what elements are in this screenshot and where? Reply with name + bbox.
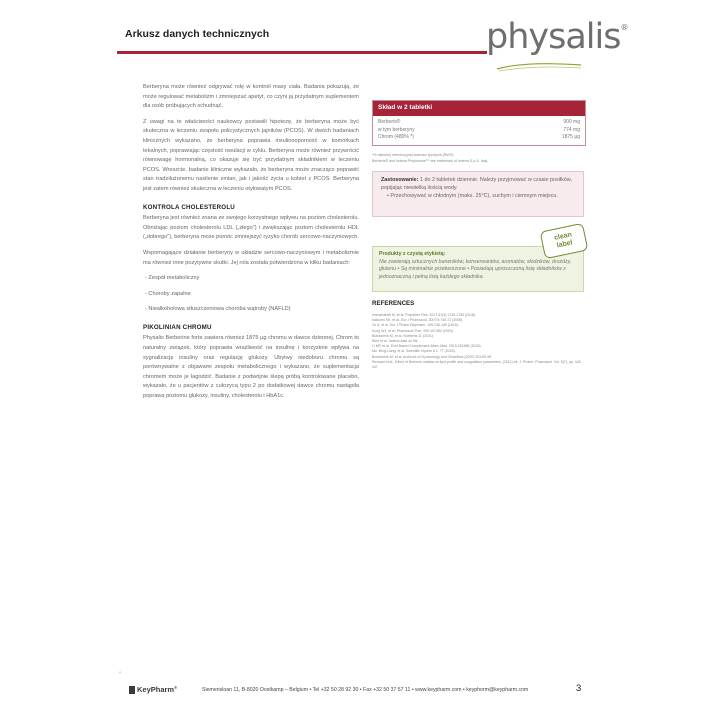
rws-note: *% dziennej referencyjnej wartości spożycia (RWS): [372, 153, 454, 157]
usage-label: Zastosowanie:: [381, 177, 419, 183]
trademark-note: Berberis® and Indena Phytosome™ are trademark of Indena S.p.A. Italy.: [372, 158, 489, 163]
reference-item: Bondarenk M, et al. Nutrients 11 (2021).: [372, 333, 434, 338]
reference-item: Imenshahidi M, et al. Phytother Res. 2017;31(3):1745-1756 (2018).: [372, 313, 477, 317]
table-row: [378, 119, 580, 127]
usage-description: 1 do 2 tabletek dziennie. Należy przyjmować w czasie posiłków, popijając niewielką ilością wody.: [381, 177, 572, 191]
composition-table: [373, 116, 585, 145]
storage-note: • Przechowywać w chłodnym (maks. 25°C), suchym i ciemnym miejscu.: [387, 193, 558, 199]
reference-item: Li MF, et al. Evid Based Complement Altern Med. 2015:251685 (2016).: [372, 344, 482, 349]
ingredient-value: 1875 µg: [561, 134, 580, 140]
reference-item: Bondarenk M, et al. Archives of Gynecology and Obstetrics (2020) 301:89-98: [372, 354, 492, 359]
table-row: [378, 134, 580, 142]
paragraph-chromium: Physalis Berberine forte zawiera również 1875 µg chromu w dawce dziennej. Chrom to naturalny związek, który poprawia wrażliwość na insulinę i korzystnie wpływa na sygnalizację insuliny oraz regulację glukozy. Ubytwy niedoboru chromu są porównywalne z objawami zespołu metabolicznego i wykazano, że suplementacja chromem może je łagodzić. Badanie z podwójnie ślepą próbą kontrolowane placebo, wykazało, że u pacjentów z cukrzycą typu 2 po dodatkowej dawce chromu nastąpiła poprawa poziomu glukozy, insuliny, cholesterolu i HbA1c.: [143, 335, 359, 400]
footer-contact: Siemensloan 11, B-8020 Oostkamp – Belgium • Tel +32 50 28 92 30 • Fax +32 50 37 57 11 • www.keypharm.com • keyphorm@keypharm.com: [202, 687, 529, 693]
ingredient-value: 774 mg: [563, 126, 580, 133]
references-list: [372, 313, 584, 370]
document-page: [117, 17, 628, 707]
reference-item: Kalkoen SK, et al. Eur J Pharmacol. 2007;5:740-72 (2008).: [372, 318, 464, 323]
clean-title: Produkty z czystą etykietą:: [379, 251, 446, 257]
paragraph-pcos: Z uwagi na te właściwości naukowcy postawili hipotezę, że berberyna może być skuteczna w leczeniu zespołu policystycznych jajników (PCOS). W dwóch badaniach klinicznych wykazano, że berberyna poprawia insulinooporność w komórkach tekalnych, poprawiając częstość owulacji w cyklu. Berberyna może również przywrócić równowagę hormonalną, co okazuje się być przydatnym składnikiem w leczeniu PCOS. Wreszcie, badanie kliniczne wykazało, że berberyna może znacząco poprawić stan tradziłużonemu nasilenie zmian, jak i jakość życia u kobiet z PCOS. Berberyna jest zatem również skuteczna w leczeniu otyłowatym PCOS.: [143, 118, 359, 192]
composition-box: [372, 100, 586, 146]
reference-item: Kong WJ, et al. Pharmacol Ther. 209:107484 (2020).: [372, 328, 454, 333]
list-item: - Zespół metaboliczny: [145, 275, 200, 282]
keypharm-logo: [129, 685, 177, 694]
reference-item: Mo, Bing-Liang, et al. Scientific reports 6.1: 77 (2016).: [372, 349, 456, 354]
references-title: REFERENCES: [372, 300, 415, 307]
paragraph-weight: Berberyna może również odgrywać rolę w kontroli masy ciała. Badania pokazują, że może regulować metabolizm i zmniejszać apetyt, co czyni ją przydatnym suplementem dla osób próbujących schudnąć.: [143, 84, 359, 110]
composition-title: Skład w 2 tabletki: [373, 101, 585, 116]
badge-line: label: [556, 239, 574, 250]
physalis-logo: [486, 17, 627, 57]
usage-box: [372, 171, 584, 217]
list-item: - Niealkoholowa stłuszczeniowa choroba wątroby (NAFLD): [145, 306, 291, 313]
keypharm-mark-icon: [129, 686, 135, 694]
ingredient-name: w tym berberyny: [378, 126, 415, 133]
heading-cholesterol: KONTROLA CHOLESTEROLU: [143, 203, 235, 211]
paragraph-cholesterol: Berberyna jest również znana ze swojego korzystnego wpływu na poziom cholesterolu. Obniżając poziom cholesterolu LDL („złego") i zwiększając poziom cholesterolu HDL („dobrego"), berberyna może pomóc zmniejszyć ryzyko chorób sercowo-naczyniowych.: [143, 215, 359, 241]
crop-mark: w: [119, 670, 122, 674]
conditions-list: [143, 274, 359, 315]
left-column: [143, 83, 359, 408]
reference-item: Rieu et al. Indena data on file.: [372, 339, 419, 344]
reference-item: Yu S, et al. Eur J Pharm Biopharm. 105:136-146 (2016).: [372, 323, 459, 328]
clean-text: Nie zawierają sztucznych barwników, konserwantów, aromatów, słodzików, drożdży, glutenu • Są minimalnie przetworzone • Posiadają uproszczoną listę składników z jednoznaczną i pełną listą każdego składnika.: [379, 258, 572, 280]
footer-brand-mark: ®: [174, 685, 178, 690]
ingredient-name: Berberis®: [378, 119, 401, 125]
ingredient-value: 900 mg: [563, 119, 580, 125]
table-row: [378, 127, 580, 135]
composition-notes: [372, 153, 584, 164]
badge-line: clean: [553, 231, 573, 242]
list-item: - Choroby zapalne: [145, 290, 191, 297]
footer-brand: KeyPharm: [137, 685, 175, 694]
logo-swoosh-icon: [495, 59, 583, 73]
logo-text: physalis: [486, 17, 621, 57]
reference-item: Rezzani et al., Effect of Berberis oratata on lipid profile and coagulation parameters. (2011) Int. J. Pharm. Pharmacol. Vol. 5(7), pp. 443-447: [372, 359, 582, 370]
paragraph-cardio: Wspomagające działanie berberyny w układzie sercowo-naczyniowym i metabolizmie ma również inne pozytywne skutki. Jej rola została potwierdzona w kilku badaniach:: [143, 249, 359, 266]
page-number: 3: [576, 683, 582, 694]
logo-trademark: ®: [620, 23, 628, 32]
page-title: Arkusz danych technicznych: [125, 28, 270, 40]
usage-text: [381, 176, 575, 192]
ingredient-name: Chrom (480% *): [378, 134, 414, 140]
footer: [117, 683, 603, 699]
heading-chromium: PIKOLINIAN CHROMU: [143, 323, 212, 331]
